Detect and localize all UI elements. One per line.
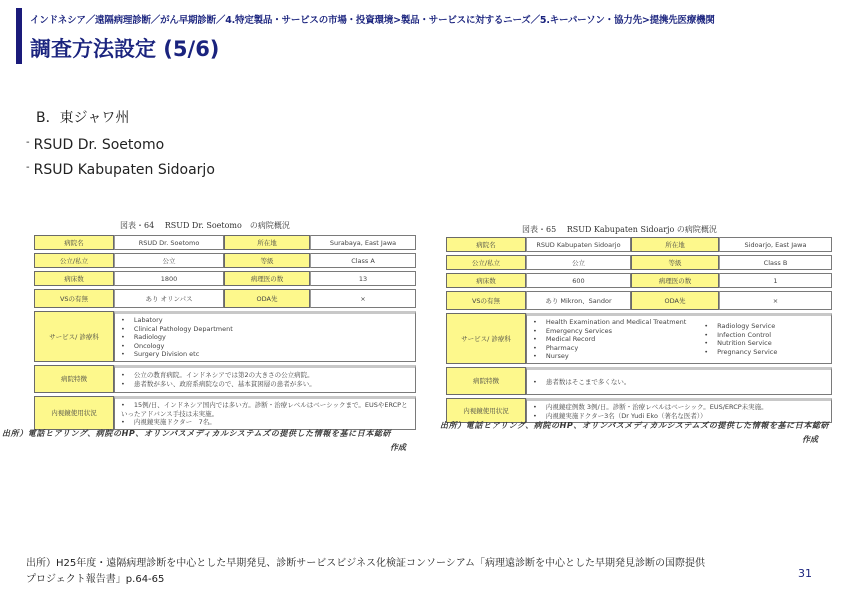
breadcrumb: インドネシア／遠隔病理診断／がん早期診断／4.特定製品・サービスの市場・投資環境>製品・サービスに対するニーズ／5.キーパーソン・協力先>提携先医療機関	[30, 15, 715, 26]
table-row	[34, 253, 416, 268]
table-row	[34, 365, 416, 393]
table-row	[34, 235, 416, 250]
list-item: • 公立の教育病院。インドネシアでは第2の大きさの公立病院。	[121, 371, 409, 380]
value-cell: 公立	[114, 253, 224, 268]
key-cell: 病院名	[34, 235, 114, 250]
key-cell: 等級	[631, 255, 719, 270]
footer-note-line: プロジェクト報告書」p.64-65	[26, 574, 165, 585]
table-row	[446, 313, 832, 364]
value-cell: 公立	[526, 255, 631, 270]
list-item: • Emergency Services	[533, 327, 686, 336]
hospital-item	[26, 137, 164, 153]
figure-source-end: 作成	[802, 435, 818, 444]
figure-source: 出所）電話ヒアリング、病院のHP、オリンパスメディカルシステムズの提供した情報を基に日本総研	[440, 421, 830, 430]
value-cell: Class B	[719, 255, 832, 270]
key-cell: 所在地	[631, 237, 719, 252]
key-cell: 等級	[224, 253, 310, 268]
list-item: • 内視鏡症例数 3例/日。診断・治療レベルはベーシック。EUS/ERCP未実施。	[533, 403, 825, 412]
section-heading: B．東ジャワ州	[36, 110, 130, 126]
key-cell: ODA先	[224, 289, 310, 308]
key-cell: 公立/私立	[34, 253, 114, 268]
key-cell: 病院名	[446, 237, 526, 252]
list-item: • Infection Control	[704, 331, 777, 340]
features-cell	[526, 367, 832, 395]
list-item: • Radiology	[121, 333, 409, 342]
key-cell: VSの有無	[34, 289, 114, 308]
table-row	[446, 273, 832, 288]
value-cell: 1800	[114, 271, 224, 286]
services-cell	[526, 313, 832, 364]
hospital-name: RSUD Kabupaten Sidoarjo	[33, 162, 215, 178]
list-item: • 内視鏡実施ドクター 7名。	[121, 418, 409, 427]
key-cell: 病床数	[446, 273, 526, 288]
value-cell: RSUD Dr. Soetomo	[114, 235, 224, 250]
value-cell: Sidoarjo, East Jawa	[719, 237, 832, 252]
figure-caption: 図表・65 RSUD Kabupaten Sidoarjo の病院概況	[522, 225, 717, 234]
table-row	[34, 396, 416, 430]
key-cell: ODA先	[631, 291, 719, 310]
services-columns	[533, 318, 825, 361]
services-cell	[114, 311, 416, 362]
list-item: • Oncology	[121, 342, 409, 351]
page-title: 調査方法設定 (5/6)	[30, 37, 220, 61]
value-cell: 1	[719, 273, 832, 288]
list-item: • Health Examination and Medical Treatment	[533, 318, 686, 327]
list-item: • Pregnancy Service	[704, 348, 777, 357]
key-cell: 病理医の数	[224, 271, 310, 286]
value-cell: RSUD Kabupaten Sidoarjo	[526, 237, 631, 252]
key-cell: 内視鏡使用状況	[34, 396, 114, 430]
services-right	[704, 318, 777, 361]
table-row	[446, 291, 832, 310]
key-cell: 病院特徴	[446, 367, 526, 395]
list-item: • Nursey	[533, 352, 686, 361]
list-item: • Nutrition Service	[704, 339, 777, 348]
list-item: • Radiology Service	[704, 322, 777, 331]
features-cell	[114, 365, 416, 393]
title-accent-bar	[16, 8, 22, 64]
table-row	[34, 311, 416, 362]
list-item: • Clinical Pathology Department	[121, 325, 409, 334]
value-cell: 600	[526, 273, 631, 288]
hospital-item	[26, 162, 215, 178]
table-row	[446, 237, 832, 252]
page-number: 31	[798, 567, 812, 580]
value-cell: あり オリンパス	[114, 289, 224, 308]
value-cell: Surabaya, East Jawa	[310, 235, 416, 250]
list-item: • 15例/日、インドネシア国内では多い方。診断・治療レベルはベーシックまで。EUSやERCPといったアドバンス手技は未実施。	[121, 401, 409, 418]
hospital-name: RSUD Dr. Soetomo	[33, 137, 165, 153]
table-row	[34, 271, 416, 286]
key-cell: サービス/ 診療科	[446, 313, 526, 364]
hospital-overview-table	[446, 234, 832, 426]
key-cell: 所在地	[224, 235, 310, 250]
key-cell: 病理医の数	[631, 273, 719, 288]
dash-bullet: -	[26, 137, 30, 148]
value-cell: Class A	[310, 253, 416, 268]
list-item: • Pharmacy	[533, 344, 686, 353]
key-cell: サービス/ 診療科	[34, 311, 114, 362]
key-cell: VSの有無	[446, 291, 526, 310]
footer-source-note	[26, 556, 786, 588]
list-item: • 患者数が多い、政府系病院なので、基本貧困層の患者が多い。	[121, 380, 409, 389]
value-cell: 13	[310, 271, 416, 286]
value-cell: ×	[719, 291, 832, 310]
hospital-overview-table	[34, 232, 416, 433]
key-cell: 病院特徴	[34, 365, 114, 393]
dash-bullet: -	[26, 162, 30, 173]
key-cell: 内視鏡使用状況	[446, 398, 526, 423]
figure-source: 出所）電話ヒアリング、病院のHP、オリンパスメディカルシステムズの提供した情報を基に日本総研	[2, 429, 392, 438]
list-item: • 患者数はそこまで多くない。	[533, 378, 825, 387]
key-cell: 公立/私立	[446, 255, 526, 270]
figure-source-end: 作成	[390, 443, 406, 452]
endoscope-cell	[114, 396, 416, 430]
list-item: • 内視鏡実施ドクター3名（Dr Yudi Eko（著名な医者））	[533, 412, 825, 421]
table-row	[446, 255, 832, 270]
list-item: • Medical Record	[533, 335, 686, 344]
table-row	[446, 367, 832, 395]
table-row	[34, 289, 416, 308]
footer-note-line: 出所）H25年度・遠隔病理診断を中心とした早期発見、診断サービスビジネス化検証コンソーシアム「病理遠診断を中心とした早期発見診断の国際提供	[26, 558, 706, 569]
services-left	[533, 318, 686, 361]
value-cell: あり Mikron、Sandor	[526, 291, 631, 310]
figure-caption: 図表・64 RSUD Dr. Soetomo の病院概況	[120, 221, 290, 230]
key-cell: 病床数	[34, 271, 114, 286]
list-item: • Surgery Division etc	[121, 350, 409, 359]
value-cell: ×	[310, 289, 416, 308]
list-item: • Labatory	[121, 316, 409, 325]
